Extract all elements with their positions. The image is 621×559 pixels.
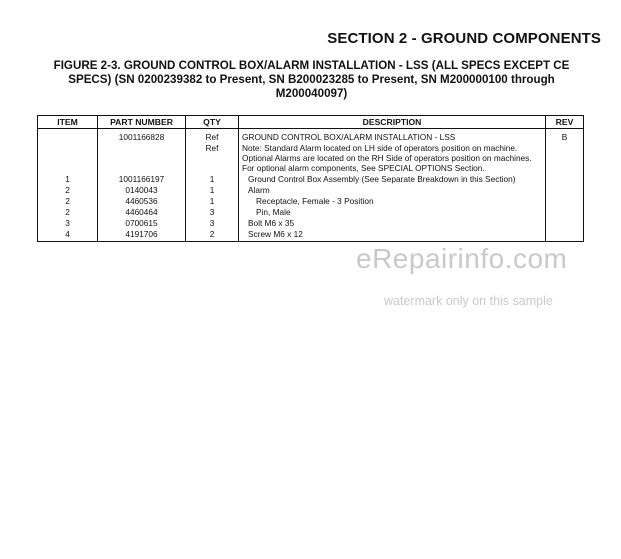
table-header-row bbox=[38, 116, 584, 129]
cell-item: 3 bbox=[38, 217, 98, 228]
description-text: Pin, Male bbox=[256, 207, 291, 217]
table-row bbox=[38, 173, 584, 184]
table-row bbox=[38, 206, 584, 217]
cell-part-number: 0140043 bbox=[98, 184, 186, 195]
cell-part-number bbox=[98, 142, 186, 173]
cell-qty: 1 bbox=[186, 184, 239, 195]
cell-part-number: 1001166197 bbox=[98, 173, 186, 184]
cell-rev bbox=[546, 142, 584, 173]
cell-rev bbox=[546, 195, 584, 206]
col-header-qty: QTY bbox=[186, 116, 239, 129]
table-row bbox=[38, 142, 584, 173]
cell-qty: 1 bbox=[186, 173, 239, 184]
cell-description bbox=[239, 142, 546, 173]
cell-part-number: 1001166828 bbox=[98, 129, 186, 143]
table-row bbox=[38, 195, 584, 206]
cell-item: 2 bbox=[38, 206, 98, 217]
note-text: Note: Standard Alarm located on LH side of operators position on machine. Optional Alarms are located on the RH Side of operators position on machines. For optional alarm components, See SPECIAL OPTIONS Section. bbox=[242, 143, 532, 173]
cell-item: 2 bbox=[38, 195, 98, 206]
cell-part-number: 4191706 bbox=[98, 228, 186, 242]
cell-item: 2 bbox=[38, 184, 98, 195]
cell-part-number: 0700615 bbox=[98, 217, 186, 228]
cell-item bbox=[38, 142, 98, 173]
cell-qty: 1 bbox=[186, 195, 239, 206]
cell-item: 4 bbox=[38, 228, 98, 242]
col-header-item: ITEM bbox=[38, 116, 98, 129]
cell-qty: Ref bbox=[186, 129, 239, 143]
description-text: Ground Control Box Assembly (See Separate Breakdown in this Section) bbox=[248, 174, 516, 184]
cell-description bbox=[239, 184, 546, 195]
figure-title: FIGURE 2-3. GROUND CONTROL BOX/ALARM INSTALLATION - LSS (ALL SPECS EXCEPT CE SPECS) (SN 0200239382 to Present, SN B200023285 to Present, SN M200000100 through M200040097) bbox=[53, 59, 570, 100]
description-text: Screw M6 x 12 bbox=[248, 229, 303, 239]
cell-rev bbox=[546, 184, 584, 195]
table-row bbox=[38, 228, 584, 242]
description-text: Bolt M6 x 35 bbox=[248, 218, 295, 228]
cell-qty: Ref bbox=[186, 142, 239, 173]
cell-qty: 3 bbox=[186, 206, 239, 217]
table-body bbox=[38, 129, 584, 242]
cell-description bbox=[239, 206, 546, 217]
description-text: GROUND CONTROL BOX/ALARM INSTALLATION - LSS bbox=[242, 132, 456, 142]
cell-rev bbox=[546, 217, 584, 228]
col-header-part-number: PART NUMBER bbox=[98, 116, 186, 129]
cell-item bbox=[38, 129, 98, 143]
cell-rev: B bbox=[546, 129, 584, 143]
description-text: Receptacle, Female - 3 Position bbox=[256, 196, 374, 206]
watermark-subtext: watermark only on this sample bbox=[384, 294, 553, 308]
col-header-description: DESCRIPTION bbox=[239, 116, 546, 129]
cell-part-number: 4460536 bbox=[98, 195, 186, 206]
cell-description bbox=[239, 217, 546, 228]
cell-rev bbox=[546, 228, 584, 242]
table-row bbox=[38, 184, 584, 195]
cell-rev bbox=[546, 206, 584, 217]
cell-description bbox=[239, 228, 546, 242]
cell-description bbox=[239, 173, 546, 184]
watermark-text: eRepairinfo.com bbox=[356, 243, 568, 274]
table-row bbox=[38, 129, 584, 143]
cell-item: 1 bbox=[38, 173, 98, 184]
cell-part-number: 4460464 bbox=[98, 206, 186, 217]
section-title: SECTION 2 - GROUND COMPONENTS bbox=[327, 30, 601, 47]
table-row bbox=[38, 217, 584, 228]
description-text: Alarm bbox=[248, 185, 270, 195]
col-header-rev: REV bbox=[546, 116, 584, 129]
cell-qty: 3 bbox=[186, 217, 239, 228]
cell-rev bbox=[546, 173, 584, 184]
cell-qty: 2 bbox=[186, 228, 239, 242]
cell-description bbox=[239, 129, 546, 143]
cell-description bbox=[239, 195, 546, 206]
parts-table bbox=[37, 115, 584, 242]
